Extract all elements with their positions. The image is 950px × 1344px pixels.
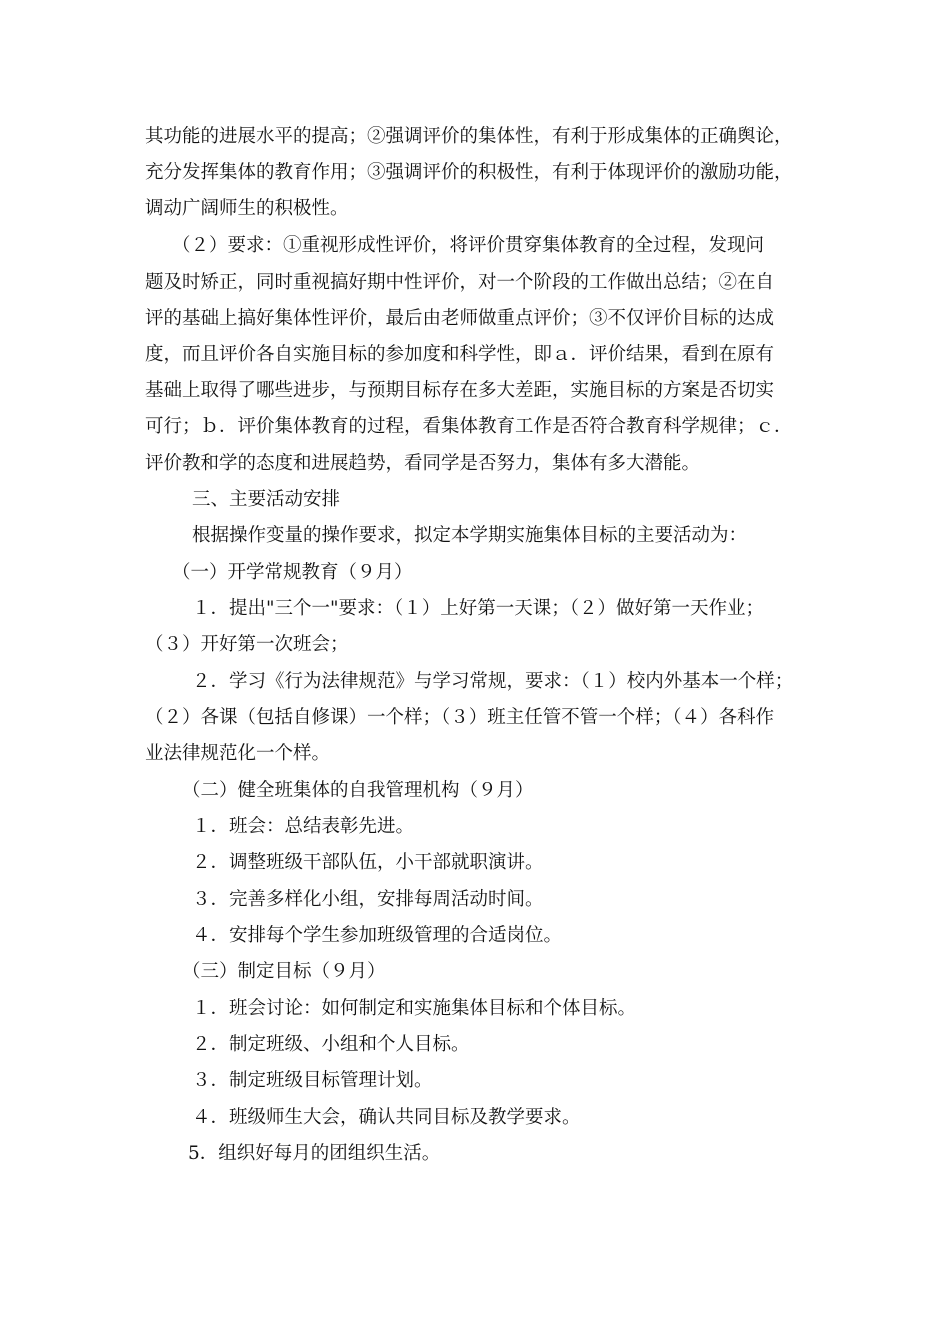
body-text-line: 基础上取得了哪些进步，与预期目标存在多大差距，实施目标的方案是否切实 bbox=[145, 380, 775, 401]
list-item: ４．安排每个学生参加班级管理的合适岗位。 bbox=[192, 925, 563, 946]
list-item-continuation: （２）各课（包括自修课）一个样；（３）班主任管不管一个样；（４）各科作 bbox=[145, 707, 775, 728]
list-item: ２．制定班级、小组和个人目标。 bbox=[192, 1034, 470, 1055]
list-item: ４．班级师生大会，确认共同目标及教学要求。 bbox=[192, 1107, 581, 1128]
body-text-line: 充分发挥集体的教育作用；③强调评价的积极性，有利于体现评价的激励功能， bbox=[145, 162, 793, 183]
subsection-heading: （二）健全班集体的自我管理机构（９月） bbox=[182, 780, 534, 801]
list-item: 5．组织好每月的团组织生活。 bbox=[188, 1143, 441, 1164]
list-item: ３．制定班级目标管理计划。 bbox=[192, 1070, 433, 1091]
list-item: ２．调整班级干部队伍，小干部就职演讲。 bbox=[192, 852, 544, 873]
subsection-heading: （一）开学常规教育（９月） bbox=[172, 562, 413, 583]
section-heading: 三、主要活动安排 bbox=[192, 489, 341, 510]
subsection-heading: （三）制定目标（９月） bbox=[182, 961, 386, 982]
list-item: １．提出"三个一"要求：（１）上好第一天课；（２）做好第一天作业； bbox=[192, 598, 765, 619]
body-text-line: 评价教和学的态度和进展趋势，看同学是否努力，集体有多大潜能。 bbox=[145, 453, 701, 474]
body-text-line: 调动广阔师生的积极性。 bbox=[145, 198, 349, 219]
body-text-line: 度，而且评价各自实施目标的参加度和科学性，即ａ．评价结果，看到在原有 bbox=[145, 344, 775, 365]
body-text-line: 题及时矫正，同时重视搞好期中性评价，对一个阶段的工作做出总结；②在自 bbox=[145, 272, 775, 293]
list-item: ３．完善多样化小组，安排每周活动时间。 bbox=[192, 889, 544, 910]
list-item-continuation: （３）开好第一次班会； bbox=[145, 634, 349, 655]
list-item: １．班会：总结表彰先进。 bbox=[192, 816, 415, 837]
list-item-continuation: 业法律规范化一个样。 bbox=[145, 743, 331, 764]
requirements-paragraph-line: （２）要求：①重视形成性评价，将评价贯穿集体教育的全过程，发现问 bbox=[172, 235, 765, 256]
list-item: ２．学习《行为法律规范》与学习常规，要求：（１）校内外基本一个样； bbox=[192, 671, 794, 692]
body-text-line: 可行；ｂ．评价集体教育的过程，看集体教育工作是否符合教育科学规律；ｃ． bbox=[145, 416, 793, 437]
list-item: １．班会讨论：如何制定和实施集体目标和个体目标。 bbox=[192, 998, 637, 1019]
body-text-line: 评的基础上搞好集体性评价，最后由老师做重点评价；③不仅评价目标的达成 bbox=[145, 308, 775, 329]
body-text-line: 根据操作变量的操作要求，拟定本学期实施集体目标的主要活动为： bbox=[192, 525, 748, 546]
body-text-line: 其功能的进展水平的提高；②强调评价的集体性，有利于形成集体的正确舆论， bbox=[145, 126, 793, 147]
